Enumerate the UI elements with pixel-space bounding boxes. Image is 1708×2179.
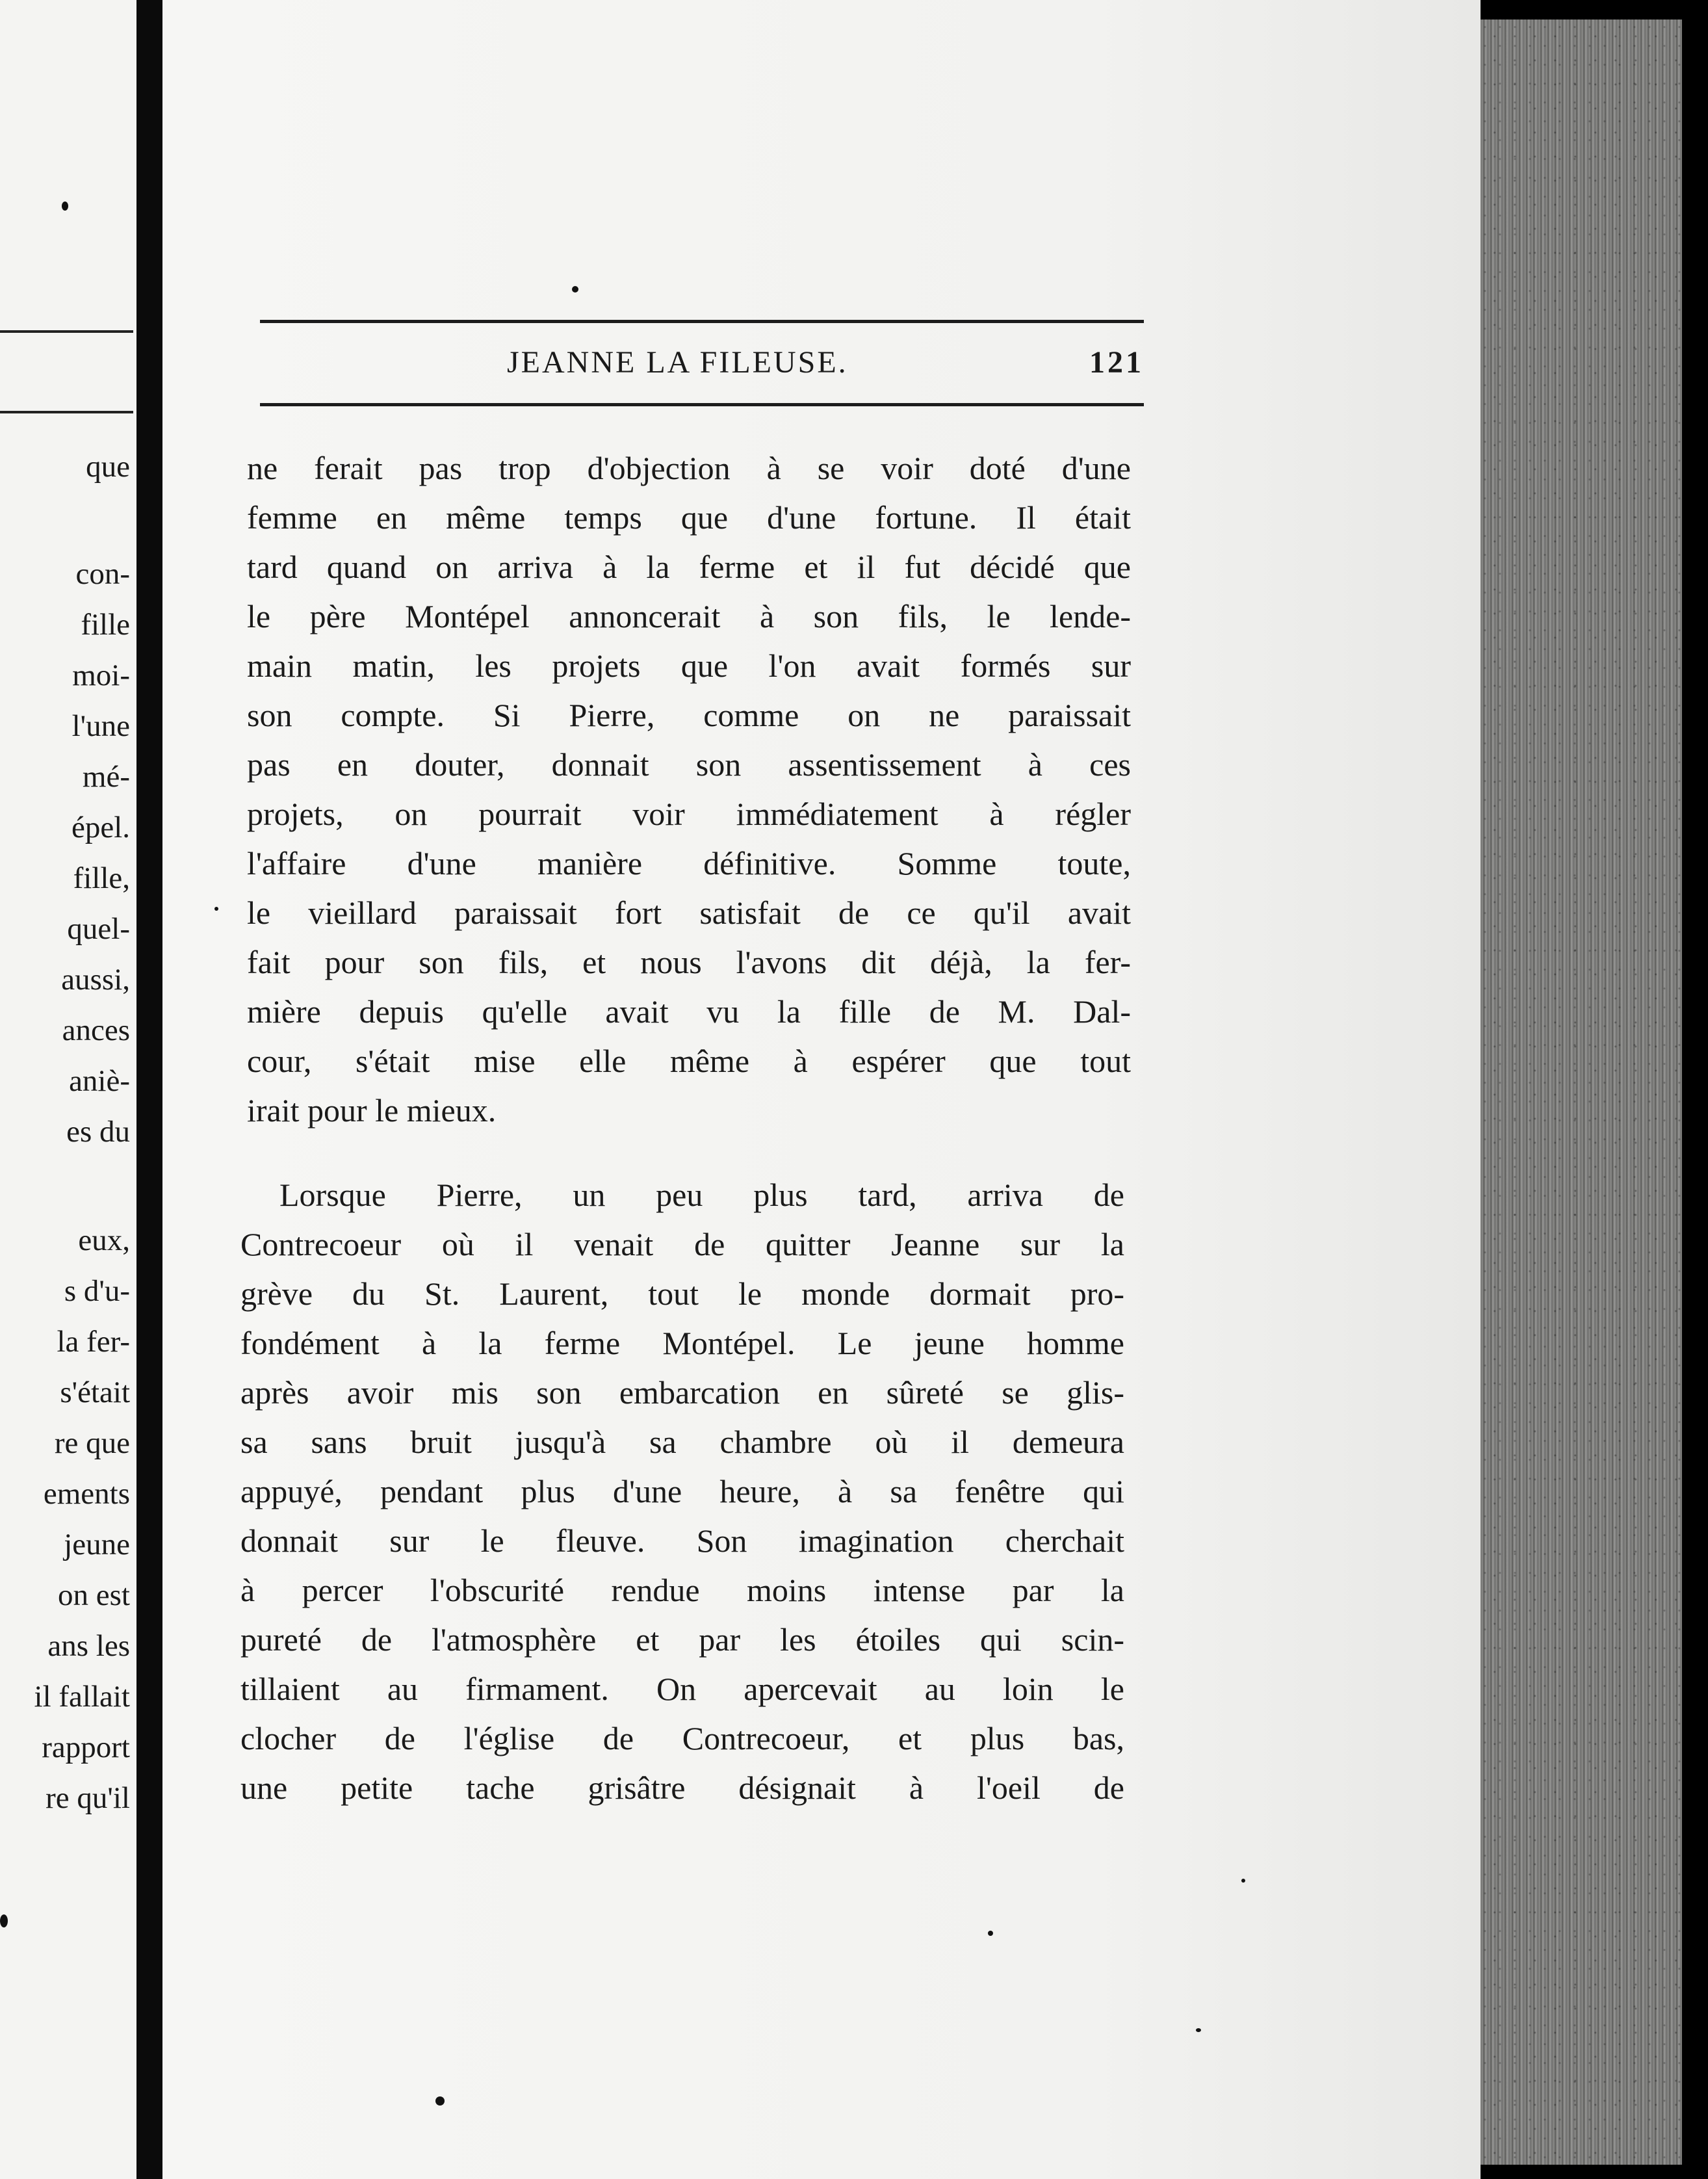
- text-line: pureté de l'atmosphère et par les étoiles qui scin-: [240, 1621, 1124, 1658]
- page-edges: [1481, 20, 1682, 2165]
- ink-speck: [1241, 1879, 1245, 1883]
- facing-fragment: s'était: [60, 1376, 130, 1409]
- text-line: tard quand on arriva à la ferme et il fut décidé que: [247, 549, 1131, 585]
- facing-page: [0, 0, 136, 2179]
- text-line: appuyé, pendant plus d'une heure, à sa fenêtre qui: [240, 1473, 1124, 1509]
- ink-speck: [0, 1914, 8, 1927]
- facing-fragment: ans les: [47, 1629, 130, 1663]
- ink-speck: [1196, 2028, 1201, 2032]
- text-line: après avoir mis son embarcation en sûreté se glis-: [240, 1374, 1124, 1411]
- facing-fragment: es du: [66, 1115, 130, 1149]
- ink-speck: [572, 286, 578, 293]
- text-line: le vieillard paraissait fort satisfait de ce qu'il avait: [247, 894, 1131, 931]
- facing-fragment: aniè-: [69, 1064, 130, 1098]
- text-line: tillaient au firmament. On apercevait au loin le: [240, 1671, 1124, 1707]
- text-line: ne ferait pas trop d'objection à se voir doté d'une: [247, 450, 1131, 486]
- text-line: l'affaire d'une manière définitive. Somme toute,: [247, 845, 1131, 881]
- text-line: Lorsque Pierre, un peu plus tard, arriva de: [279, 1177, 1124, 1213]
- facing-fragment: moi-: [72, 659, 130, 692]
- text-line: irait pour le mieux.: [247, 1092, 497, 1129]
- paragraph-2: [240, 1170, 1124, 1812]
- ink-speck: [435, 2096, 445, 2106]
- facing-fragment: fille: [81, 608, 130, 642]
- text-line: mière depuis qu'elle avait vu la fille de M. Dal-: [247, 993, 1131, 1030]
- facing-fragment: eux,: [78, 1223, 130, 1257]
- header-rule-bottom: [260, 403, 1144, 406]
- facing-fragment: quel-: [67, 912, 130, 946]
- facing-fragment: jeune: [64, 1528, 130, 1561]
- paragraph-1: [247, 443, 1131, 1135]
- text-line: cour, s'était mise elle même à espérer que tout: [247, 1043, 1131, 1079]
- facing-fragment: on est: [58, 1578, 130, 1612]
- text-line: son compte. Si Pierre, comme on ne paraissait: [247, 697, 1131, 733]
- facing-page-header-rule: [0, 330, 133, 333]
- facing-fragment: ements: [43, 1477, 130, 1511]
- header-rule-top: [260, 320, 1144, 323]
- facing-fragment: re qu'il: [45, 1781, 130, 1815]
- facing-fragment: mé-: [82, 760, 130, 794]
- text-line: sa sans bruit jusqu'à sa chambre où il demeura: [240, 1424, 1124, 1460]
- text-line: le père Montépel annoncerait à son fils, le lende-: [247, 598, 1131, 634]
- text-line: femme en même temps que d'une fortune. Il était: [247, 499, 1131, 536]
- facing-fragment: re que: [54, 1426, 130, 1460]
- ink-speck: [62, 202, 68, 211]
- text-line: pas en douter, donnait son assentissement à ces: [247, 746, 1131, 783]
- running-title: JEANNE LA FILEUSE.: [507, 345, 848, 380]
- facing-fragment: que: [86, 450, 130, 484]
- running-header: [260, 345, 1144, 384]
- book-gutter: [136, 0, 162, 2179]
- text-line: fondément à la ferme Montépel. Le jeune homme: [240, 1325, 1124, 1361]
- facing-fragment: s d'u-: [64, 1274, 130, 1308]
- facing-page-header-rule-lower: [0, 411, 133, 413]
- facing-fragment: fille,: [73, 861, 130, 895]
- text-line: donnait sur le fleuve. Son imagination cherchait: [240, 1522, 1124, 1559]
- text-line: main matin, les projets que l'on avait formés sur: [247, 647, 1131, 684]
- text-line: grève du St. Laurent, tout le monde dormait pro-: [240, 1275, 1124, 1312]
- text-line: une petite tache grisâtre désignait à l'oeil de: [240, 1769, 1124, 1806]
- facing-fragment: aussi,: [61, 963, 130, 997]
- ink-speck: [988, 1931, 993, 1936]
- facing-fragment: ances: [62, 1013, 130, 1047]
- page-number: 121: [1089, 345, 1144, 380]
- text-line: clocher de l'église de Contrecoeur, et plus bas,: [240, 1720, 1124, 1756]
- facing-fragment: l'une: [71, 709, 130, 743]
- facing-fragment: épel.: [71, 811, 130, 844]
- text-line: Contrecoeur où il venait de quitter Jeanne sur la: [240, 1226, 1124, 1262]
- text-line: projets, on pourrait voir immédiatement à régler: [247, 796, 1131, 832]
- ink-speck: [214, 907, 218, 911]
- text-line: à percer l'obscurité rendue moins intense par la: [240, 1572, 1124, 1608]
- facing-fragment: rapport: [42, 1730, 130, 1764]
- text-line: fait pour son fils, et nous l'avons dit déjà, la fer-: [247, 944, 1131, 980]
- facing-fragment: la fer-: [57, 1325, 130, 1359]
- facing-fragment: il fallait: [34, 1680, 130, 1714]
- facing-fragment: con-: [75, 557, 130, 591]
